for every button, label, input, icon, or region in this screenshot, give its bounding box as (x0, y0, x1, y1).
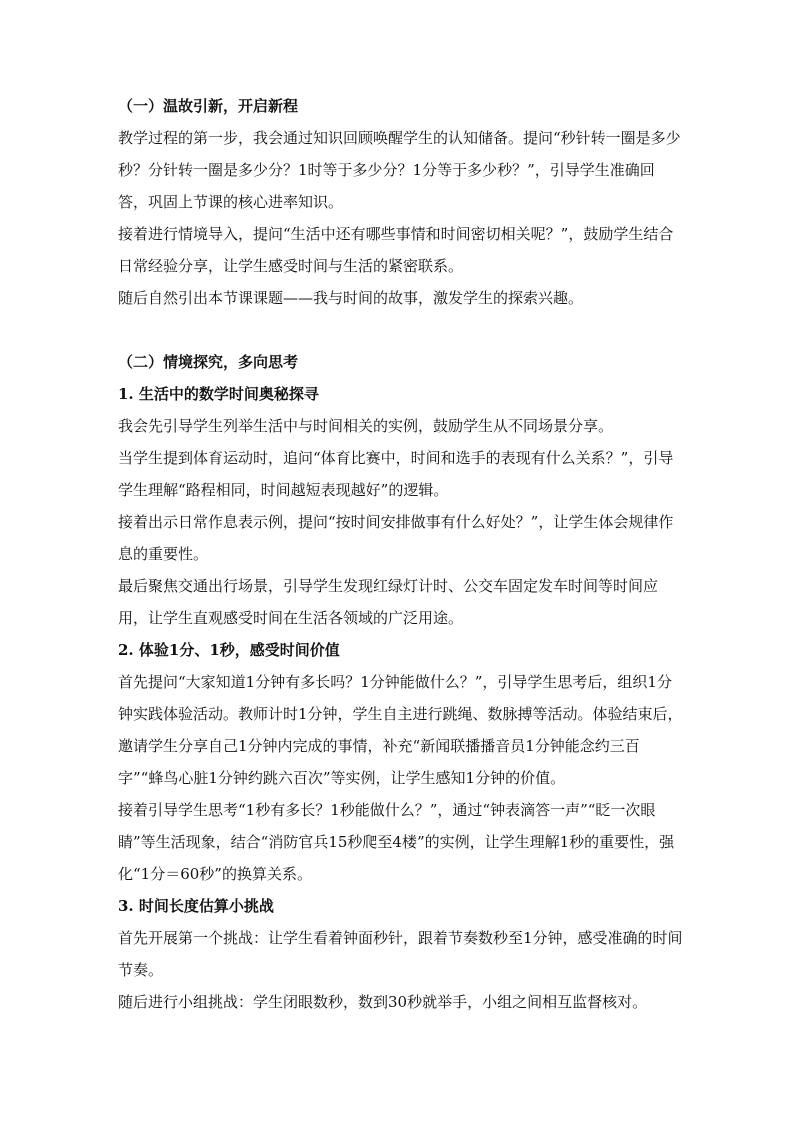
subsection-heading-2: 2. 体验1分、1秒，感受时间价值 (118, 641, 340, 659)
paragraph: 随后自然引出本节课课题——我与时间的故事，激发学生的探索兴趣。 (118, 289, 584, 307)
paragraph: 随后进行小组挑战：学生闭眼数秒，数到30秒就举手，小组之间相互监督核对。 (118, 993, 648, 1011)
paragraph: 接着引导学生思考“1秒有多长？1秒能做什么？”，通过“钟表滴答一声”“眨一次眼睛”等生活现象，结合“消防官兵15秒爬至4楼”的实例，让学生理解1秒的重要性，强化“1分＝60秒”的换算关系。 (118, 801, 675, 883)
paragraph: 接着进行情境导入，提问“生活中还有哪些事情和时间密切相关呢？”，鼓励学生结合日常经验分享，让学生感受时间与生活的紧密联系。 (118, 225, 674, 275)
paragraph: 我会先引导学生列举生活中与时间相关的实例，鼓励学生从不同场景分享。 (118, 417, 614, 435)
subsection-heading-1: 1. 生活中的数学时间奥秘探寻 (118, 385, 319, 403)
paragraph: 接着出示日常作息表示例，提问“按时间安排做事有什么好处？”，让学生体会规律作息的重要性。 (118, 513, 674, 563)
section-heading-1: （一）温故引新，开启新程 (118, 97, 299, 115)
paragraph: 首先开展第一个挑战：让学生看着钟面秒针，跟着节奏数秒至1分钟，感受准确的时间节奏。 (118, 929, 683, 979)
section-heading-2: （二）情境探究，多向思考 (118, 353, 299, 371)
document-page (118, 90, 684, 1018)
paragraph: 首先提问“大家知道1分钟有多长吗？1分钟能做什么？”，引导学生思考后，组织1分钟实践体验活动。教师计时1分钟，学生自主进行跳绳、数脉搏等活动。体验结束后，邀请学生分享自己1分钟内完成的事情，补充“新闻联播播音员1分钟能念约三百字”“蜂鸟心脏1分钟约跳六百次”等实例，让学生感知1分钟的价值。 (118, 673, 683, 787)
paragraph: 最后聚焦交通出行场景，引导学生发现红绿灯计时、公交车固定发车时间等时间应用，让学生直观感受时间在生活各领域的广泛用途。 (118, 577, 659, 627)
section-spacer (118, 314, 684, 346)
paragraph: 当学生提到体育运动时，追问“体育比赛中，时间和选手的表现有什么关系？”，引导学生理解“路程相同，时间越短表现越好”的逻辑。 (118, 449, 674, 499)
paragraph: 教学过程的第一步，我会通过知识回顾唤醒学生的认知储备。提问“秒针转一圈是多少秒？分针转一圈是多少分？1时等于多少分？1分等于多少秒？”，引导学生准确回答，巩固上节课的核心进率知识。 (118, 129, 681, 211)
subsection-heading-3: 3. 时间长度估算小挑战 (118, 897, 274, 915)
